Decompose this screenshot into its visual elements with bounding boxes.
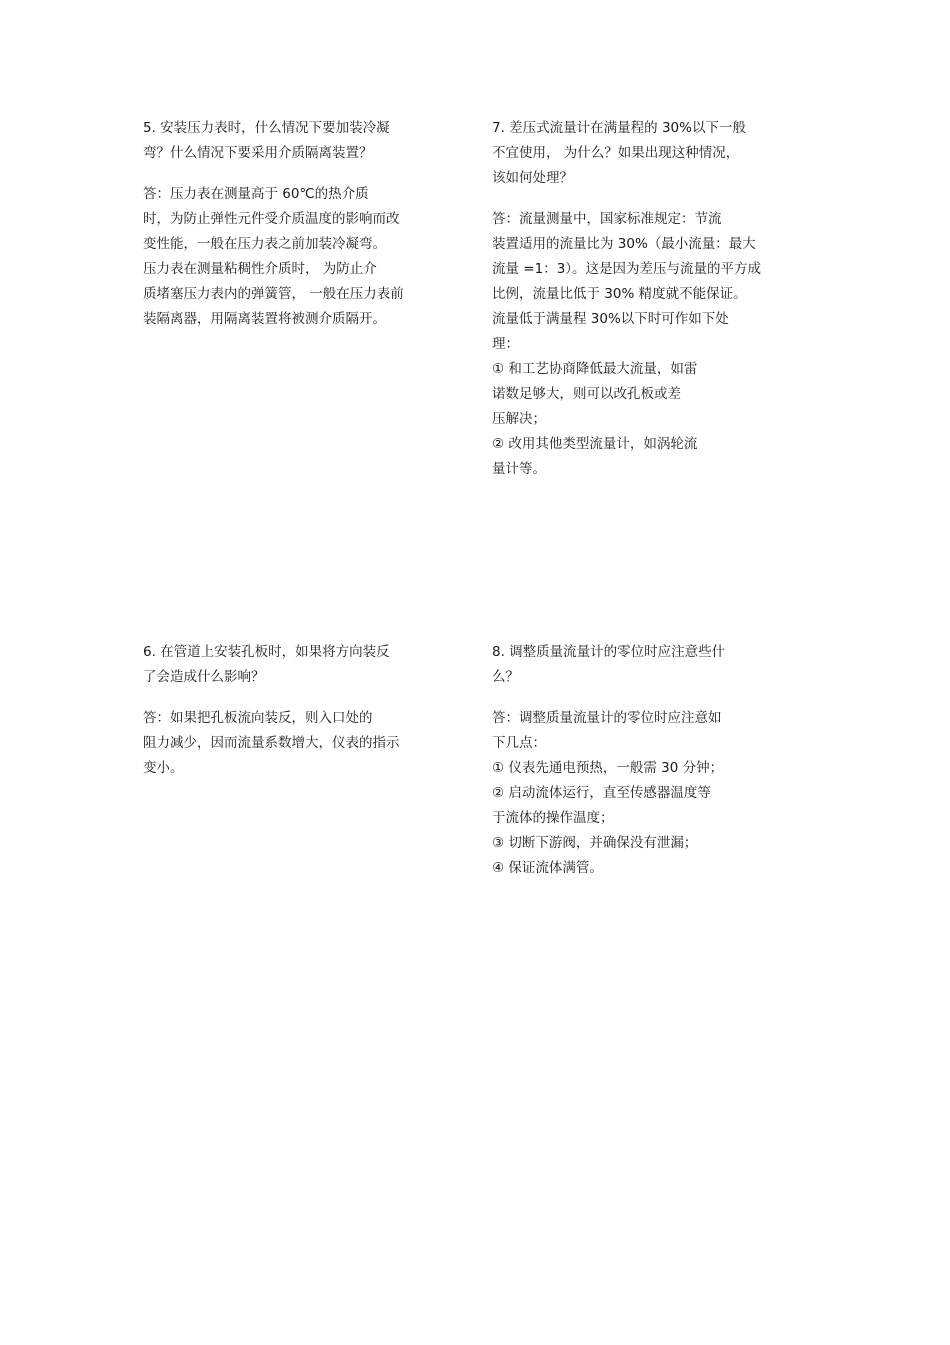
question-5-block: [143, 116, 404, 332]
q5-title-line-1: 5. 安装压力表时，什么情况下要加装冷凝: [143, 120, 390, 136]
q6-title-line-2: 了会造成什么影响？: [143, 669, 265, 685]
q7-list-item-2-line-2: 量计等。: [492, 461, 546, 477]
q7-list-item-2-line-1: ② 改用其他类型流量计，如涡轮流: [492, 436, 698, 452]
q7-answer-line-6: 理：: [492, 336, 519, 352]
q5-answer-line-5: 质堵塞压力表内的弹簧管， 一般在压力表前: [143, 286, 404, 302]
q5-answer-line-3: 变性能，一般在压力表之前加装冷凝弯。: [143, 236, 386, 252]
question-8-block: [492, 640, 725, 881]
q7-answer-line-1: 答：流量测量中，国家标准规定：节流: [492, 211, 722, 227]
q8-answer-line-1: 答：调整质量流量计的零位时应注意如: [492, 710, 722, 726]
q6-answer-line-3: 变小。: [143, 760, 184, 776]
q7-title-line-1: 7. 差压式流量计在满量程的 30%以下一般: [492, 120, 746, 136]
q8-list-item-2-line-2: 于流体的操作温度；: [492, 810, 614, 826]
q5-answer-line-4: 压力表在测量粘稠性介质时， 为防止介: [143, 261, 377, 277]
q5-answer-line-1: 答：压力表在测量高于 60℃的热介质: [143, 186, 369, 202]
q7-title-line-2: 不宜使用， 为什么？如果出现这种情况，: [492, 145, 740, 161]
q7-list-item-1-line-3: 压解决；: [492, 411, 546, 427]
question-6-block: [143, 640, 400, 781]
q8-list-item-2-line-1: ② 启动流体运行，直至传感器温度等: [492, 785, 711, 801]
q8-list-item-4: ④ 保证流体满管。: [492, 860, 603, 876]
q8-list-item-1: ① 仪表先通电预热，一般需 30 分钟；: [492, 760, 724, 776]
q5-answer-line-6: 装隔离器，用隔离装置将被测介质隔开。: [143, 311, 386, 327]
q8-list-item-3: ③ 切断下游阀，并确保没有泄漏；: [492, 835, 698, 851]
q8-title-line-1: 8. 调整质量流量计的零位时应注意些什: [492, 644, 726, 660]
q7-title-line-3: 该如何处理？: [492, 170, 573, 186]
q8-title-line-2: 么？: [492, 669, 519, 685]
q7-answer-line-4: 比例，流量比低于 30% 精度就不能保证。: [492, 286, 747, 302]
q8-answer-line-2: 下几点：: [492, 735, 546, 751]
q5-answer-line-2: 时，为防止弹性元件受介质温度的影响而改: [143, 211, 400, 227]
question-7-block: [492, 116, 761, 482]
q5-title-line-2: 弯？什么情况下要采用介质隔离装置？: [143, 145, 373, 161]
q7-list-item-1-line-1: ① 和工艺协商降低最大流量，如雷: [492, 361, 698, 377]
q6-answer-line-1: 答：如果把孔板流向装反，则入口处的: [143, 710, 373, 726]
q7-answer-line-3: 流量 =1：3）。这是因为差压与流量的平方成: [492, 261, 762, 277]
q6-title-line-1: 6. 在管道上安装孔板时，如果将方向装反: [143, 644, 390, 660]
q6-answer-line-2: 阻力减少，因而流量系数增大，仪表的指示: [143, 735, 400, 751]
q7-answer-line-2: 装置适用的流量比为 30%（最小流量：最大: [492, 236, 756, 252]
q7-list-item-1-line-2: 诺数足够大，则可以改孔板或差: [492, 386, 681, 402]
q7-answer-line-5: 流量低于满量程 30%以下时可作如下处: [492, 311, 729, 327]
